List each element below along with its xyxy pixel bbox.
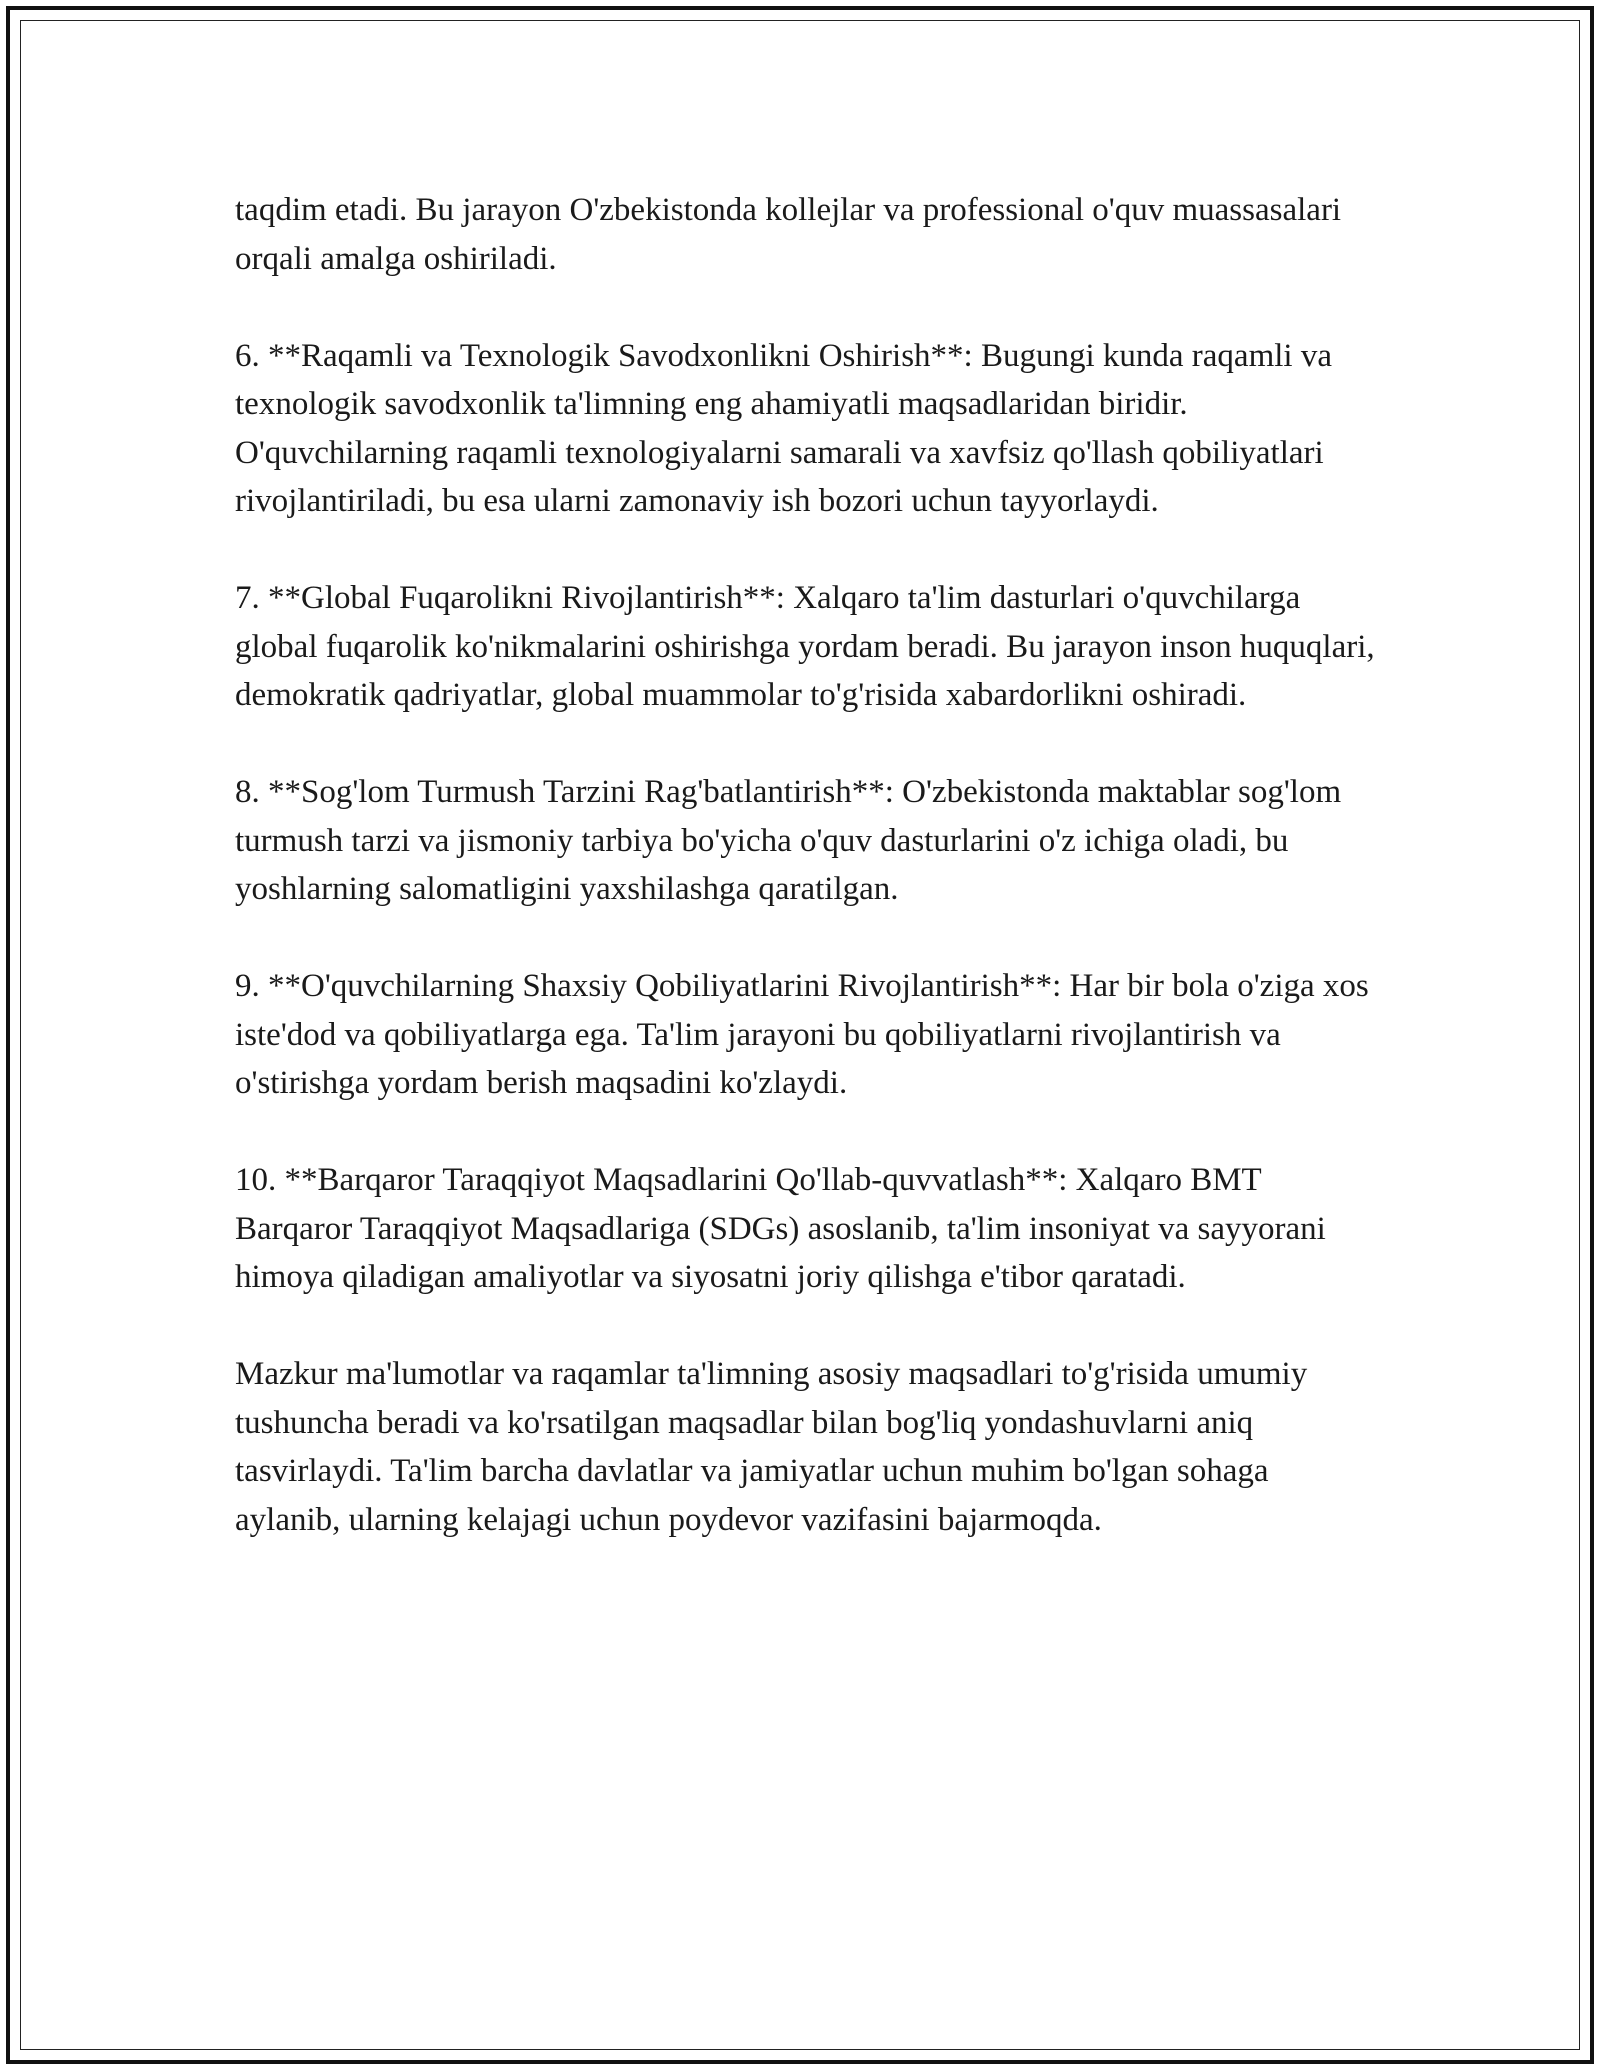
paragraph-item-9: 9. **O'quvchilarning Shaxsiy Qobiliyatlarini Rivojlantirish**: Har bir bola o'ziga xos iste'dod va qobiliyatlarga ega. Ta'lim jarayoni bu qobiliyatlarni rivojlantirish va o'stirishga yordam berish maqsadini ko'zlaydi.	[235, 968, 1369, 1101]
paragraph-continuation: taqdim etadi. Bu jarayon O'zbekistonda kollejlar va professional o'quv muassasalari orqali amalga oshiriladi.	[235, 192, 1342, 277]
document-body	[235, 186, 1375, 1544]
paragraph-item-7: 7. **Global Fuqarolikni Rivojlantirish**: Xalqaro ta'lim dasturlari o'quvchilarga global fuqarolik ko'nikmalarini oshirishga yordam beradi. Bu jarayon inson huquqlari, demokratik qadriyatlar, global muammolar to'g'risida xabardorlikni oshiradi.	[235, 580, 1375, 713]
paragraph-item-10: 10. **Barqaror Taraqqiyot Maqsadlarini Qo'llab-quvvatlash**: Xalqaro BMT Barqaror Taraqqiyot Maqsadlariga (SDGs) asoslanib, ta'lim insoniyat va sayyorani himoya qiladigan amaliyotlar va siyosatni joriy qilishga e'tibor qaratadi.	[235, 1162, 1326, 1295]
paragraph-conclusion: Mazkur ma'lumotlar va raqamlar ta'limning asosiy maqsadlari to'g'risida umumiy tushuncha beradi va ko'rsatilgan maqsadlar bilan bog'liq yondashuvlarni aniq tasvirlaydi. Ta'lim barcha davlatlar va jamiyatlar uchun muhim bo'lgan sohaga aylanib, ularning kelajagi uchun poydevor vazifasini bajarmoqda.	[235, 1356, 1308, 1538]
paragraph-item-8: 8. **Sog'lom Turmush Tarzini Rag'batlantirish**: O'zbekistonda maktablar sog'lom turmush tarzi va jismoniy tarbiya bo'yicha o'quv dasturlarini o'z ichiga oladi, bu yoshlarning salomatligini yaxshilashga qaratilgan.	[235, 774, 1342, 907]
paragraph-item-6: 6. **Raqamli va Texnologik Savodxonlikni Oshirish**: Bugungi kunda raqamli va texnologik savodxonlik ta'limning eng ahamiyatli maqsadlaridan biridir. O'quvchilarning raqamli texnologiyalarni samarali va xavfsiz qo'llash qobiliyatlari rivojlantiriladi, bu esa ularni zamonaviy ish bozori uchun tayyorlaydi.	[235, 337, 1332, 519]
